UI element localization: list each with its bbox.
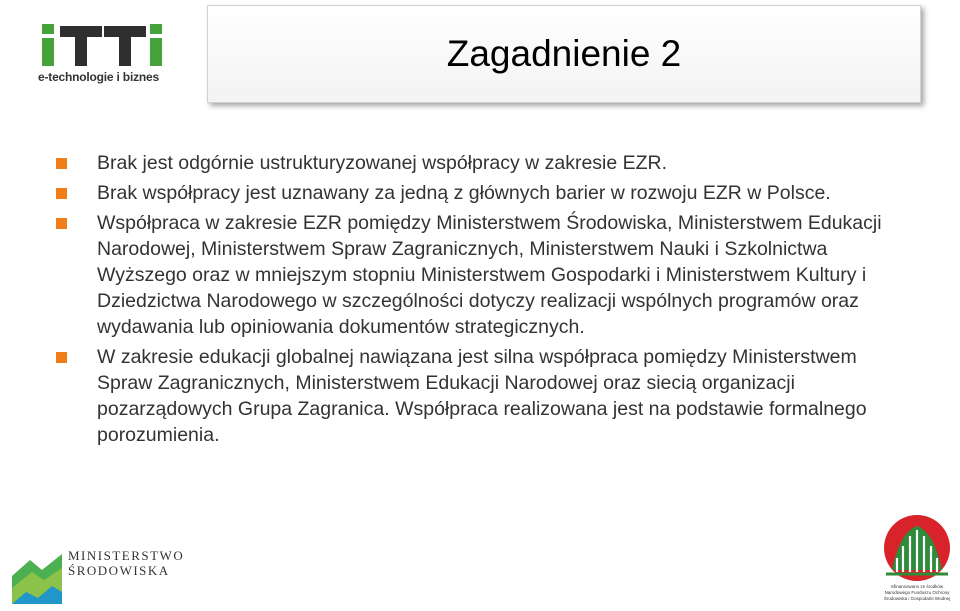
nfosigw-caption-line1: Sfinansowano ze środków — [890, 584, 944, 589]
bullet-square-icon — [56, 158, 67, 169]
bullet-square-icon — [56, 352, 67, 363]
bullet-text: Współpraca w zakresie EZR pomiędzy Ministerstwem Środowiska, Ministerstwem Edukacji Narodowej, Ministerstwem Spraw Zagranicznych, Ministerstwem Nauki i Szkolnictwa Wyższego oraz w mniejszym stopniu Ministerstwem Gospodarki i Ministerstwem Kultury i Dziedzictwa Narodowego w szczególności dotyczy realizacji wspólnych programów oraz wydawania lub opiniowania dokumentów strategicznych. — [97, 212, 882, 338]
ministerstwo-line1: MINISTERSTWO — [68, 548, 185, 563]
bullet-list — [56, 150, 906, 452]
bullet-item — [56, 210, 906, 340]
nfosigw-emblem-icon — [880, 512, 954, 584]
bullet-item — [56, 344, 906, 448]
bullet-text: Brak współpracy jest uznawany za jedną z głównych barier w rozwoju EZR w Polsce. — [97, 182, 831, 204]
ministerstwo-mountain-icon — [12, 546, 62, 604]
title-box — [207, 5, 921, 103]
bullet-item — [56, 180, 906, 206]
bullet-square-icon — [56, 188, 67, 199]
nfosigw-logo — [880, 512, 954, 610]
bullet-text: W zakresie edukacji globalnej nawiązana jest silna współpraca pomiędzy Ministerstwem Spraw Zagranicznych, Ministerstwem Edukacji Narodowej oraz siecią organizacji pozarządowych Grupa Zagranica. Współpraca realizowana jest na podstawie formalnego porozumienia. — [97, 346, 867, 446]
slide-title: Zagadnienie 2 — [446, 33, 682, 74]
ministerstwo-srodowiska-logo — [12, 546, 185, 606]
ittti-tagline: e-technologie i biznes — [38, 70, 159, 84]
nfosigw-caption-line2: Narodowego Funduszu Ochrony — [884, 590, 950, 595]
ministerstwo-line2: ŚRODOWISKA — [68, 563, 170, 578]
bullet-item — [56, 150, 906, 176]
nfosigw-caption — [880, 584, 954, 602]
bullet-square-icon — [56, 218, 67, 229]
nfosigw-caption-line3: Środowiska i Gospodarki Wodnej — [883, 596, 951, 601]
bullet-text: Brak jest odgórnie ustrukturyzowanej współpracy w zakresie EZR. — [97, 152, 668, 174]
ittti-wordmark-logo — [38, 22, 166, 68]
ittti-logo — [38, 22, 166, 92]
